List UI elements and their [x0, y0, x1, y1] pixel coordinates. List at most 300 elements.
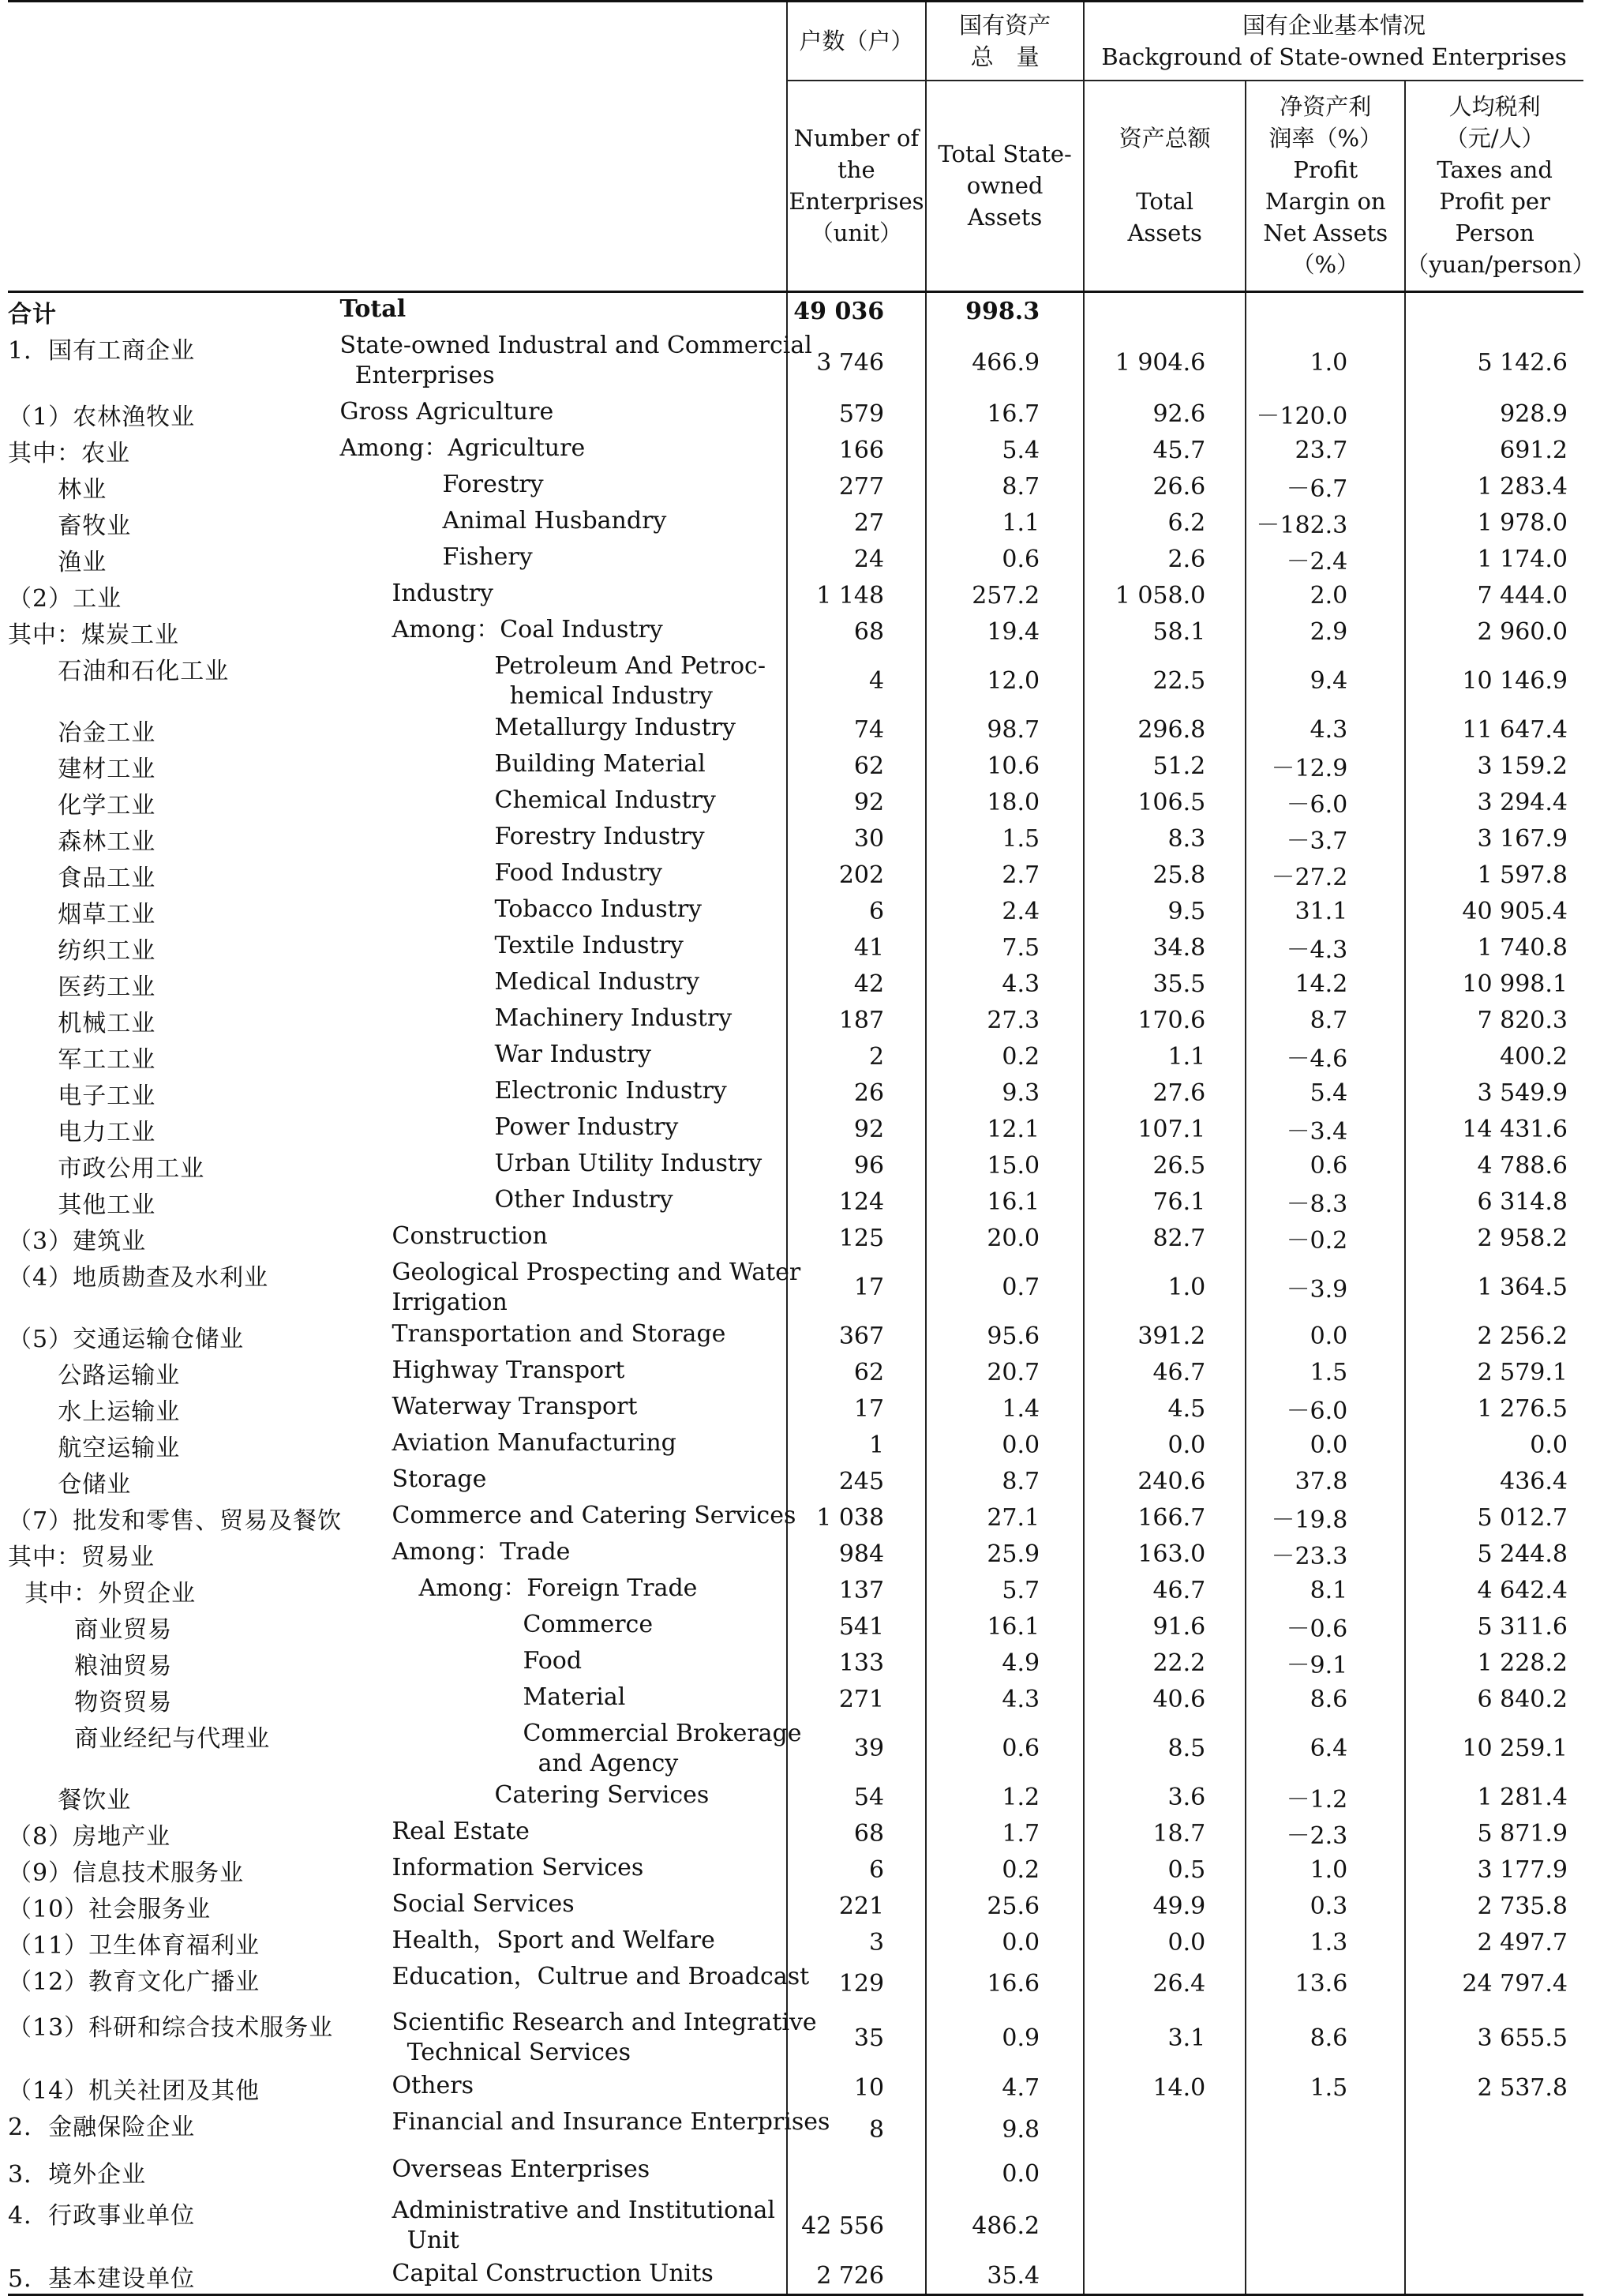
row-label-en: Information Services: [392, 1854, 644, 1881]
cell-profit-margin: [1246, 2257, 1405, 2295]
row-label-en: Highway Transport: [392, 1356, 625, 1384]
row-label-en: Among：Foreign Trade: [418, 1574, 698, 1602]
cell-enterprises: [787, 2153, 926, 2194]
table-row: [8, 1002, 1583, 1038]
cell-taxes-profit: 1 740.8: [1405, 929, 1583, 966]
table-row: [8, 1499, 1583, 1536]
cell-profit-margin: －4.3: [1246, 929, 1405, 966]
cell-total-assets: 14.0: [1084, 2069, 1246, 2106]
cell-total-assets: 1.0: [1084, 1256, 1246, 1318]
table-row: [8, 1717, 1583, 1779]
cell-enterprises: 54: [787, 1779, 926, 1815]
row-label-en: Administrative and Institutional Unit: [392, 2197, 775, 2254]
cell-taxes-profit: 11 647.4: [1405, 711, 1583, 748]
cell-taxes-profit: 928.9: [1405, 396, 1583, 432]
cell-taxes-profit: [1405, 292, 1583, 330]
cell-state-assets: 25.9: [926, 1536, 1084, 1572]
cell-taxes-profit: 3 655.5: [1405, 2006, 1583, 2069]
table-row: [8, 711, 1583, 748]
cell-state-assets: 257.2: [926, 577, 1084, 613]
table-row: [8, 2194, 1583, 2257]
cell-enterprises: 1: [787, 1427, 926, 1463]
row-label-en: Catering Services: [494, 1781, 710, 1809]
row-label-cn: 畜牧业: [8, 512, 132, 540]
cell-state-assets: 16.6: [926, 1960, 1084, 2006]
cell-state-assets: 0.7: [926, 1256, 1084, 1318]
table-row: [8, 1572, 1583, 1608]
cell-enterprises: 96: [787, 1147, 926, 1184]
table-row: [8, 329, 1583, 396]
table-row: [8, 650, 1583, 711]
cell-taxes-profit: 5 142.6: [1405, 329, 1583, 396]
table-row: [8, 1463, 1583, 1499]
row-label-en: Commerce and Catering Services: [392, 1502, 796, 1529]
row-label-cn: 医药工业: [8, 974, 156, 1001]
cell-state-assets: 27.1: [926, 1499, 1084, 1536]
cell-state-assets: 16.1: [926, 1608, 1084, 1645]
state-owned-enterprises-table: [8, 0, 1595, 2296]
table-row: [8, 1779, 1583, 1815]
row-label-cn: 石油和石化工业: [8, 658, 230, 685]
cell-taxes-profit: 5 871.9: [1405, 1815, 1583, 1851]
row-label-cn: （9）信息技术服务业: [8, 1859, 245, 1887]
cell-taxes-profit: 3 167.9: [1405, 820, 1583, 857]
cell-enterprises: 92: [787, 1111, 926, 1147]
cell-taxes-profit: 2 735.8: [1405, 1888, 1583, 1924]
cell-state-assets: 4.3: [926, 1681, 1084, 1717]
cell-enterprises: 3: [787, 1924, 926, 1960]
row-label-en: Health，Sport and Welfare: [392, 1926, 715, 1954]
table-row: [8, 1075, 1583, 1111]
cell-enterprises: 42 556: [787, 2194, 926, 2257]
cell-taxes-profit: 2 958.2: [1405, 1220, 1583, 1256]
row-label-en: Real Estate: [392, 1818, 530, 1845]
cell-profit-margin: －3.4: [1246, 1111, 1405, 1147]
cell-total-assets: 25.8: [1084, 857, 1246, 893]
cell-taxes-profit: 6 840.2: [1405, 1681, 1583, 1717]
cell-profit-margin: 13.6: [1246, 1960, 1405, 2006]
table-row: [8, 1318, 1583, 1354]
cell-enterprises: 124: [787, 1184, 926, 1220]
cell-taxes-profit: 3 177.9: [1405, 1851, 1583, 1888]
cell-taxes-profit: 40 905.4: [1405, 893, 1583, 929]
cell-taxes-profit: 400.2: [1405, 1038, 1583, 1075]
cell-total-assets: 1.1: [1084, 1038, 1246, 1075]
cell-enterprises: 68: [787, 613, 926, 650]
cell-profit-margin: －6.0: [1246, 784, 1405, 820]
cell-taxes-profit: 1 364.5: [1405, 1256, 1583, 1318]
row-label-cn: 渔业: [8, 549, 107, 576]
cell-state-assets: 8.7: [926, 1463, 1084, 1499]
cell-state-assets: 0.0: [926, 2153, 1084, 2194]
cell-profit-margin: 2.0: [1246, 577, 1405, 613]
row-label-cn: 2．金融保险企业: [8, 2114, 196, 2141]
cell-enterprises: 6: [787, 893, 926, 929]
cell-profit-margin: －9.1: [1246, 1645, 1405, 1681]
cell-state-assets: 8.7: [926, 468, 1084, 505]
table-row: [8, 432, 1583, 468]
row-label-en: Among：Coal Industry: [392, 616, 663, 643]
cell-total-assets: 170.6: [1084, 1002, 1246, 1038]
cell-total-assets: 76.1: [1084, 1184, 1246, 1220]
row-label-cn: 军工工业: [8, 1046, 156, 1074]
cell-total-assets: 8.3: [1084, 820, 1246, 857]
header-total-assets: 资产总额 Total Assets: [1084, 81, 1246, 292]
header-blank: [8, 2, 787, 292]
cell-profit-margin: 8.6: [1246, 2006, 1405, 2069]
row-label-cn: 建材工业: [8, 756, 156, 783]
row-label-cn: 4．行政事业单位: [8, 2202, 196, 2230]
cell-state-assets: 5.4: [926, 432, 1084, 468]
row-label-en: Petroleum And Petroc- hemical Industry: [494, 652, 766, 710]
cell-profit-margin: －27.2: [1246, 857, 1405, 893]
cell-enterprises: 137: [787, 1572, 926, 1608]
row-label-en: Animal Husbandry: [442, 507, 667, 535]
cell-profit-margin: －2.4: [1246, 541, 1405, 577]
row-label-en: Commerce: [523, 1611, 654, 1638]
cell-profit-margin: 4.3: [1246, 711, 1405, 748]
cell-taxes-profit: 1 597.8: [1405, 857, 1583, 893]
cell-taxes-profit: 5 012.7: [1405, 1499, 1583, 1536]
cell-state-assets: 0.6: [926, 1717, 1084, 1779]
row-label-cn: 仓储业: [8, 1471, 132, 1499]
row-label-cn: 餐饮业: [8, 1787, 132, 1814]
cell-state-assets: 19.4: [926, 613, 1084, 650]
cell-taxes-profit: 6 314.8: [1405, 1184, 1583, 1220]
cell-state-assets: 25.6: [926, 1888, 1084, 1924]
row-label-en: Other Industry: [494, 1186, 673, 1214]
cell-state-assets: 4.9: [926, 1645, 1084, 1681]
cell-total-assets: 1 904.6: [1084, 329, 1246, 396]
row-label-en: Medical Industry: [494, 968, 700, 996]
row-label-en: Urban Utility Industry: [494, 1150, 763, 1177]
table-row: [8, 1536, 1583, 1572]
cell-state-assets: 466.9: [926, 329, 1084, 396]
row-label-cn: 5．基本建设单位: [8, 2265, 196, 2293]
cell-enterprises: 129: [787, 1960, 926, 2006]
cell-enterprises: 271: [787, 1681, 926, 1717]
table-row: [8, 929, 1583, 966]
cell-taxes-profit: 1 283.4: [1405, 468, 1583, 505]
table-row: [8, 1851, 1583, 1888]
cell-profit-margin: 0.0: [1246, 1427, 1405, 1463]
cell-profit-margin: 1.3: [1246, 1924, 1405, 1960]
row-label-cn: 3．境外企业: [8, 2161, 147, 2189]
cell-profit-margin: －3.9: [1246, 1256, 1405, 1318]
row-label-cn: （1）农林渔牧业: [8, 403, 196, 431]
table-row: [8, 541, 1583, 577]
cell-enterprises: 74: [787, 711, 926, 748]
header-taxes-profit: 人均税利 （元/人） Taxes and Profit per Person （yuan/person）: [1405, 81, 1583, 292]
cell-profit-margin: 5.4: [1246, 1075, 1405, 1111]
cell-total-assets: 106.5: [1084, 784, 1246, 820]
cell-taxes-profit: 436.4: [1405, 1463, 1583, 1499]
cell-taxes-profit: 24 797.4: [1405, 1960, 1583, 2006]
cell-total-assets: 3.6: [1084, 1779, 1246, 1815]
cell-enterprises: 24: [787, 541, 926, 577]
row-label-cn: （5）交通运输仓储业: [8, 1326, 245, 1353]
cell-enterprises: 133: [787, 1645, 926, 1681]
cell-taxes-profit: 10 998.1: [1405, 966, 1583, 1002]
cell-state-assets: 7.5: [926, 929, 1084, 966]
cell-state-assets: 9.8: [926, 2106, 1084, 2153]
cell-enterprises: 202: [787, 857, 926, 893]
cell-profit-margin: 9.4: [1246, 650, 1405, 711]
row-label-en: Scientific Research and Integrative Technical Services: [392, 2009, 817, 2066]
row-label-cn: 水上运输业: [8, 1398, 181, 1426]
row-label-en: Transportation and Storage: [392, 1320, 726, 1348]
cell-profit-margin: 1.0: [1246, 329, 1405, 396]
row-label-en: Construction: [392, 1222, 548, 1250]
row-label-en: Fishery: [442, 543, 533, 571]
table-row: [8, 1427, 1583, 1463]
cell-total-assets: 49.9: [1084, 1888, 1246, 1924]
row-label-cn: 其中：煤炭工业: [8, 621, 179, 649]
cell-total-assets: 22.2: [1084, 1645, 1246, 1681]
table-row: [8, 1184, 1583, 1220]
cell-enterprises: 6: [787, 1851, 926, 1888]
cell-profit-margin: [1246, 292, 1405, 330]
cell-total-assets: 296.8: [1084, 711, 1246, 748]
row-label-cn: （11）卫生体育福利业: [8, 1932, 260, 1960]
table-header: [8, 2, 1595, 292]
cell-taxes-profit: [1405, 2106, 1583, 2153]
cell-total-assets: 26.5: [1084, 1147, 1246, 1184]
cell-total-assets: 0.0: [1084, 1924, 1246, 1960]
header-background-group: 国有企业基本情况 Background of State-owned Enterprises: [1084, 2, 1583, 81]
cell-taxes-profit: 14 431.6: [1405, 1111, 1583, 1147]
cell-taxes-profit: [1405, 2257, 1583, 2295]
cell-total-assets: 9.5: [1084, 893, 1246, 929]
cell-profit-margin: －2.3: [1246, 1815, 1405, 1851]
cell-taxes-profit: 691.2: [1405, 432, 1583, 468]
row-label-cn: （4）地质勘查及水利业: [8, 1264, 269, 1292]
cell-profit-margin: －3.7: [1246, 820, 1405, 857]
cell-enterprises: 8: [787, 2106, 926, 2153]
cell-total-assets: 240.6: [1084, 1463, 1246, 1499]
cell-enterprises: 166: [787, 432, 926, 468]
cell-total-assets: 0.0: [1084, 1427, 1246, 1463]
cell-state-assets: 0.9: [926, 2006, 1084, 2069]
table-row: [8, 2006, 1583, 2069]
cell-taxes-profit: 5 311.6: [1405, 1608, 1583, 1645]
cell-profit-margin: －1.2: [1246, 1779, 1405, 1815]
row-label-en: Metallurgy Industry: [494, 714, 736, 741]
cell-state-assets: 0.2: [926, 1038, 1084, 1075]
table-row: [8, 292, 1583, 330]
cell-state-assets: 0.6: [926, 541, 1084, 577]
table-row: [8, 1888, 1583, 1924]
cell-taxes-profit: 1 228.2: [1405, 1645, 1583, 1681]
row-label-en: Aviation Manufacturing: [392, 1429, 676, 1457]
cell-total-assets: 107.1: [1084, 1111, 1246, 1147]
cell-state-assets: 998.3: [926, 292, 1084, 330]
cell-taxes-profit: 10 259.1: [1405, 1717, 1583, 1779]
table-row: [8, 2069, 1583, 2106]
row-label-cn: 食品工业: [8, 865, 156, 892]
cell-enterprises: 2 726: [787, 2257, 926, 2295]
cell-total-assets: 26.6: [1084, 468, 1246, 505]
row-label-en: Geological Prospecting and Water Irrigation: [392, 1259, 801, 1316]
cell-state-assets: 20.7: [926, 1354, 1084, 1390]
cell-enterprises: 49 036: [787, 292, 926, 330]
cell-total-assets: 2.6: [1084, 541, 1246, 577]
row-label-en: Material: [523, 1683, 626, 1711]
row-label-cn: （14）机关社团及其他: [8, 2077, 260, 2105]
cell-taxes-profit: 4 642.4: [1405, 1572, 1583, 1608]
row-label-en: Financial and Insurance Enterprises: [392, 2108, 830, 2136]
header-enterprises-cn: 户数（户）: [787, 2, 926, 81]
row-label-cn: 粮油贸易: [8, 1653, 173, 1680]
row-label-cn: （13）科研和综合技术服务业: [8, 2014, 334, 2042]
cell-state-assets: 0.0: [926, 1427, 1084, 1463]
row-label-cn: （3）建筑业: [8, 1228, 147, 1255]
cell-state-assets: 12.0: [926, 650, 1084, 711]
cell-state-assets: 1.1: [926, 505, 1084, 541]
row-label-cn: 其中：农业: [8, 440, 130, 467]
cell-enterprises: 10: [787, 2069, 926, 2106]
row-label-en: Waterway Transport: [392, 1393, 638, 1420]
cell-enterprises: 277: [787, 468, 926, 505]
cell-total-assets: 51.2: [1084, 748, 1246, 784]
row-label-cn: 冶金工业: [8, 719, 156, 747]
table-row: [8, 966, 1583, 1002]
cell-taxes-profit: 0.0: [1405, 1427, 1583, 1463]
cell-profit-margin: －182.3: [1246, 505, 1405, 541]
row-label-en: Food Industry: [494, 859, 663, 887]
header-assets-en: Total State- owned Assets: [926, 81, 1084, 292]
cell-taxes-profit: 1 174.0: [1405, 541, 1583, 577]
table-row: [8, 1645, 1583, 1681]
cell-profit-margin: 2.9: [1246, 613, 1405, 650]
table-row: [8, 784, 1583, 820]
cell-total-assets: 46.7: [1084, 1354, 1246, 1390]
cell-enterprises: 17: [787, 1256, 926, 1318]
cell-enterprises: 35: [787, 2006, 926, 2069]
cell-enterprises: 62: [787, 748, 926, 784]
row-label-en: Food: [523, 1647, 583, 1675]
cell-profit-margin: －4.6: [1246, 1038, 1405, 1075]
cell-profit-margin: 0.3: [1246, 1888, 1405, 1924]
cell-profit-margin: 8.6: [1246, 1681, 1405, 1717]
cell-enterprises: 579: [787, 396, 926, 432]
cell-profit-margin: 37.8: [1246, 1463, 1405, 1499]
cell-enterprises: 27: [787, 505, 926, 541]
cell-enterprises: 17: [787, 1390, 926, 1427]
cell-taxes-profit: 4 788.6: [1405, 1147, 1583, 1184]
table-row: [8, 2106, 1583, 2153]
cell-total-assets: 163.0: [1084, 1536, 1246, 1572]
cell-state-assets: 95.6: [926, 1318, 1084, 1354]
row-label-cn: 1．国有工商企业: [8, 337, 196, 365]
cell-enterprises: 245: [787, 1463, 926, 1499]
table-row: [8, 396, 1583, 432]
cell-total-assets: 4.5: [1084, 1390, 1246, 1427]
cell-enterprises: 125: [787, 1220, 926, 1256]
table-row: [8, 1220, 1583, 1256]
cell-state-assets: 4.3: [926, 966, 1084, 1002]
cell-state-assets: 2.7: [926, 857, 1084, 893]
cell-profit-margin: 0.6: [1246, 1147, 1405, 1184]
row-label-cn: 物资贸易: [8, 1689, 173, 1716]
row-label-en: Industry: [392, 580, 493, 607]
cell-profit-margin: －120.0: [1246, 396, 1405, 432]
row-label-cn: 其他工业: [8, 1191, 156, 1219]
cell-enterprises: 984: [787, 1536, 926, 1572]
table-row: [8, 1960, 1583, 2006]
row-label-en: Gross Agriculture: [339, 398, 554, 426]
table-row: [8, 857, 1583, 893]
row-label-cn: 其中：贸易业: [8, 1544, 155, 1571]
cell-enterprises: 42: [787, 966, 926, 1002]
row-label-cn: （7）批发和零售、贸易及餐饮: [8, 1507, 343, 1535]
cell-taxes-profit: [1405, 2153, 1583, 2194]
cell-profit-margin: －6.0: [1246, 1390, 1405, 1427]
row-label-en: Textile Industry: [494, 932, 684, 959]
cell-taxes-profit: [1405, 2194, 1583, 2257]
cell-total-assets: 40.6: [1084, 1681, 1246, 1717]
row-label-en: Forestry: [442, 471, 544, 498]
cell-profit-margin: [1246, 2106, 1405, 2153]
cell-state-assets: 10.6: [926, 748, 1084, 784]
table-row: [8, 613, 1583, 650]
cell-taxes-profit: 10 146.9: [1405, 650, 1583, 711]
cell-profit-margin: －0.6: [1246, 1608, 1405, 1645]
table-row: [8, 1111, 1583, 1147]
row-label-en: Education，Cultrue and Broadcast: [392, 1963, 810, 1990]
row-label-en: Others: [392, 2072, 474, 2099]
table-row: [8, 1147, 1583, 1184]
table-row: [8, 1681, 1583, 1717]
table-row: [8, 1390, 1583, 1427]
table-row: [8, 468, 1583, 505]
row-label-cn: 化学工业: [8, 792, 156, 820]
table-row: [8, 1354, 1583, 1390]
row-label-en: Social Services: [392, 1890, 575, 1918]
cell-enterprises: 30: [787, 820, 926, 857]
row-label-en: Among：Agriculture: [339, 434, 586, 462]
row-label-en: Total: [339, 295, 407, 323]
cell-profit-margin: 8.7: [1246, 1002, 1405, 1038]
header-enterprises-en: Number of the Enterprises （unit）: [787, 81, 926, 292]
cell-taxes-profit: 2 256.2: [1405, 1318, 1583, 1354]
table-row: [8, 2257, 1583, 2295]
cell-taxes-profit: 7 820.3: [1405, 1002, 1583, 1038]
row-label-cn: 合计: [8, 301, 57, 328]
cell-total-assets: 46.7: [1084, 1572, 1246, 1608]
cell-total-assets: 35.5: [1084, 966, 1246, 1002]
cell-state-assets: 2.4: [926, 893, 1084, 929]
table-row: [8, 1038, 1583, 1075]
cell-total-assets: [1084, 292, 1246, 330]
cell-total-assets: 92.6: [1084, 396, 1246, 432]
row-label-cn: 公路运输业: [8, 1362, 181, 1390]
row-label-en: War Industry: [494, 1041, 651, 1068]
cell-enterprises: 187: [787, 1002, 926, 1038]
row-label-cn: 电力工业: [8, 1119, 156, 1146]
table-row: [8, 820, 1583, 857]
cell-taxes-profit: 1 276.5: [1405, 1390, 1583, 1427]
statistics-table-page: [8, 0, 1595, 2293]
cell-taxes-profit: 7 444.0: [1405, 577, 1583, 613]
row-label-cn: 森林工业: [8, 828, 156, 856]
cell-total-assets: 34.8: [1084, 929, 1246, 966]
table-row: [8, 748, 1583, 784]
row-label-en: Capital Construction Units: [392, 2260, 714, 2287]
row-label-en: Among：Trade: [392, 1538, 571, 1566]
cell-state-assets: 35.4: [926, 2257, 1084, 2295]
cell-state-assets: 18.0: [926, 784, 1084, 820]
